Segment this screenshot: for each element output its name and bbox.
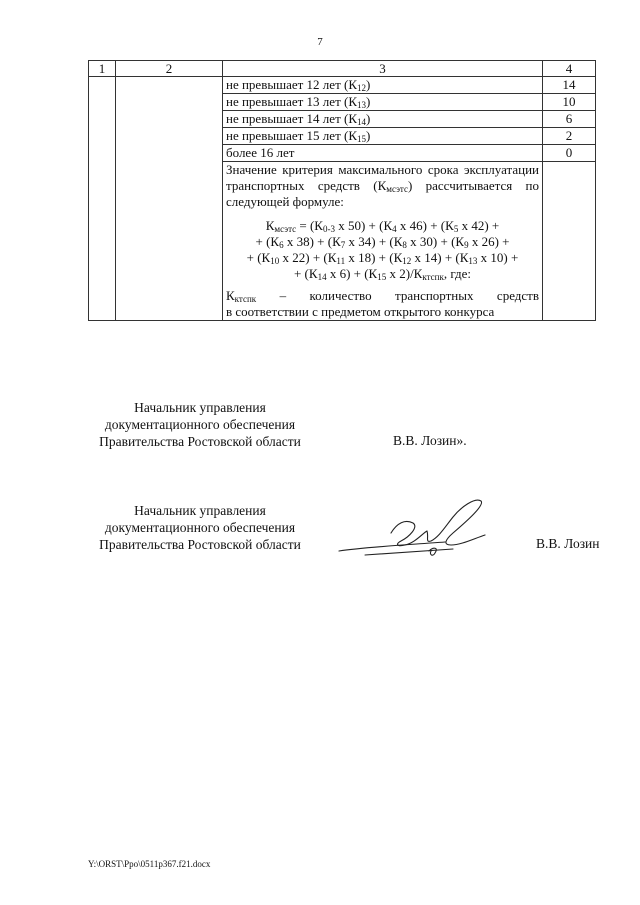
file-path-footer: Y:\ORST\Ppo\0511p367.f21.docx (88, 859, 211, 869)
score-cell: 2 (543, 128, 596, 145)
empty-score-cell (543, 162, 596, 321)
criterion-cell: более 16 лет (223, 145, 543, 162)
signature-block-1-name: В.В. Лозин». (393, 433, 467, 448)
criterion-cell: не превышает 14 лет $(К_{14})$ (223, 111, 543, 128)
signature-block-2-title: Начальник управления документационного обеспечения Правительства Ростовской области (99, 503, 301, 552)
formula-legend-line-1: $К_{ктспк}$ – количество транспортных средств (226, 288, 539, 304)
formula-line: + ($К_{10}$ х $22) + (К_{11}$ х $18) + (К_{12}$ х $14) + (К_{13}$ х 10) + (246, 250, 519, 266)
signature-block-1-title: Начальник управления документационного обеспечения Правительства Ростовской области (99, 400, 301, 449)
criteria-table (88, 60, 596, 321)
empty-cell-col-2 (116, 77, 223, 321)
score-cell: 14 (543, 77, 596, 94)
score-cell: 0 (543, 145, 596, 162)
formula-description: Значение критерия максимального срока эксплуатации транспортных средств $(К_{мсэтс})$ рассчитывается по следующей формуле: (226, 162, 539, 209)
criterion-cell: не превышает 12 лет $(К_{12})$ (223, 77, 543, 94)
header-col-2: 2 (116, 61, 223, 77)
header-col-4: 4 (543, 61, 596, 77)
table-header-row (89, 61, 596, 77)
score-cell: 6 (543, 111, 596, 128)
score-cell: 10 (543, 94, 596, 111)
formula-line: $К_{мсэтс} = (К_{0-3}$ х $50) + (К_4$ х $46) + (К_5$ х 42) + (265, 218, 500, 234)
handwritten-signature (335, 495, 495, 570)
formula-legend-line-2: в соответствии с предметом открытого конкурса (226, 304, 495, 319)
page-number: 7 (317, 36, 323, 48)
header-col-1: 1 (89, 61, 116, 77)
empty-cell-col-1 (89, 77, 116, 321)
formula-cell (223, 162, 543, 321)
formula (226, 218, 539, 282)
table-row (89, 77, 596, 94)
formula-line: + ($К_6$ х $38) + (К_7$ х $34) + (К_8$ х $30) + (К_9$ х 26) + (255, 234, 510, 250)
criterion-cell: не превышает 13 лет $(К_{13})$ (223, 94, 543, 111)
signature-block-2-name: В.В. Лозин (536, 536, 600, 551)
formula-line: + ($К_{14}$ х $6) + (К_{15}$ х $2)/К_{ктспк}$, где: (293, 266, 472, 282)
header-col-3: 3 (223, 61, 543, 77)
criterion-cell: не превышает 15 лет $(К_{15})$ (223, 128, 543, 145)
